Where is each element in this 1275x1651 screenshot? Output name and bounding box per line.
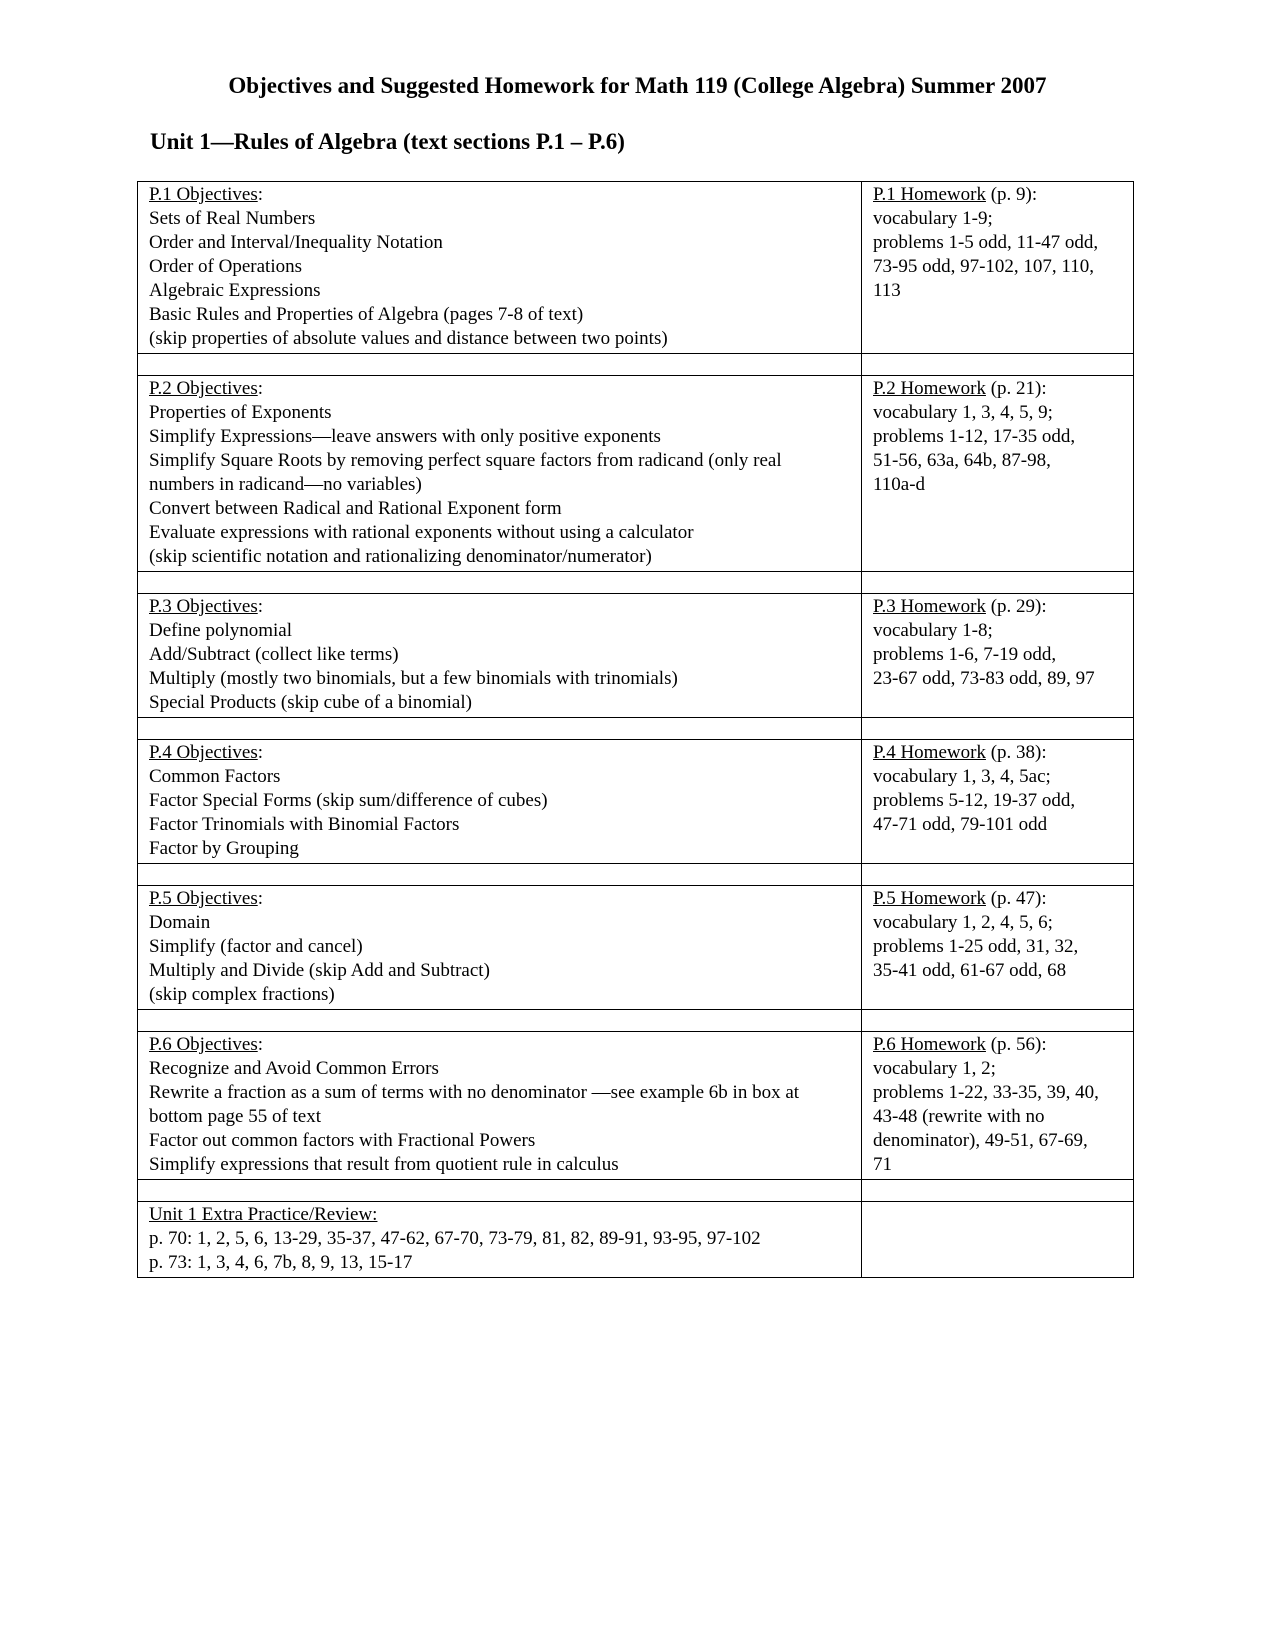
homework-page: (p. 9):: [985, 184, 1038, 205]
homework-heading: [873, 1033, 1123, 1057]
objective-item: Recognize and Avoid Common Errors: [149, 1058, 439, 1079]
objectives-cell: [138, 740, 862, 864]
homework-item: 51-56, 63a, 64b, 87-98,: [873, 450, 1051, 471]
homework-item: vocabulary 1, 3, 4, 5ac;: [873, 766, 1051, 787]
homework-item: problems 1-12, 17-35 odd,: [873, 426, 1076, 447]
homework-label: P.2 Homework: [873, 378, 986, 399]
spacer-cell: [862, 572, 1134, 594]
homework-heading: [873, 595, 1123, 619]
homework-cell: [862, 1032, 1134, 1180]
objectives-heading: P.6 Objectives:: [149, 1034, 263, 1055]
objective-item: Properties of Exponents: [149, 402, 332, 423]
document-title: Objectives and Suggested Homework for Math 119 (College Algebra) Summer 2007: [228, 73, 1047, 98]
objectives-label: P.5 Objectives: [149, 888, 258, 909]
objectives-cell: [138, 1032, 862, 1180]
objective-item: Multiply (mostly two binomials, but a few binomials with trinomials): [149, 668, 678, 689]
spacer-row: [138, 354, 1134, 376]
homework-table: [137, 181, 1134, 1278]
section-row: [138, 376, 1134, 572]
review-cell: [138, 1202, 862, 1278]
objectives-label: P.2 Objectives: [149, 378, 258, 399]
spacer-row: [138, 864, 1134, 886]
objective-item: Evaluate expressions with rational exponents without using a calculator: [149, 522, 694, 543]
homework-page: (p. 38):: [985, 742, 1047, 763]
objective-item: Simplify Square Roots by removing perfect square factors from radicand (only real numbers in radicand—no variables): [149, 450, 782, 495]
review-row: [138, 1202, 1134, 1278]
homework-heading: [873, 887, 1123, 911]
homework-cell: [862, 740, 1134, 864]
spacer-cell: [138, 572, 862, 594]
homework-heading: [873, 183, 1123, 207]
objective-item: Multiply and Divide (skip Add and Subtract): [149, 960, 490, 981]
objective-item: Simplify (factor and cancel): [149, 936, 363, 957]
homework-heading: [873, 377, 1123, 401]
homework-item: denominator), 49-51, 67-69,: [873, 1130, 1088, 1151]
homework-label: P.3 Homework: [873, 596, 986, 617]
review-line: p. 73: 1, 3, 4, 6, 7b, 8, 9, 13, 15-17: [149, 1252, 413, 1273]
objective-item: Simplify expressions that result from quotient rule in calculus: [149, 1154, 619, 1175]
section-row: [138, 594, 1134, 718]
spacer-cell: [138, 864, 862, 886]
homework-item: problems 1-6, 7-19 odd,: [873, 644, 1057, 665]
objective-item: Factor Special Forms (skip sum/difference of cubes): [149, 790, 548, 811]
objective-item: Common Factors: [149, 766, 281, 787]
objectives-label: P.1 Objectives: [149, 184, 258, 205]
objective-item: Factor Trinomials with Binomial Factors: [149, 814, 460, 835]
objective-item: Factor out common factors with Fractional Powers: [149, 1130, 536, 1151]
objective-item: Convert between Radical and Rational Exponent form: [149, 498, 562, 519]
spacer-row: [138, 718, 1134, 740]
homework-item: vocabulary 1-9;: [873, 208, 993, 229]
spacer-cell: [862, 354, 1134, 376]
homework-label: P.1 Homework: [873, 184, 986, 205]
objective-item: (skip properties of absolute values and distance between two points): [149, 328, 668, 349]
homework-cell: [862, 886, 1134, 1010]
spacer-cell: [138, 354, 862, 376]
homework-label: P.6 Homework: [873, 1034, 986, 1055]
spacer-cell: [862, 864, 1134, 886]
homework-cell: [862, 594, 1134, 718]
homework-cell: [862, 182, 1134, 354]
spacer-row: [138, 1180, 1134, 1202]
homework-item: vocabulary 1, 2, 4, 5, 6;: [873, 912, 1053, 933]
objective-item: (skip scientific notation and rationalizing denominator/numerator): [149, 546, 652, 567]
spacer-cell: [862, 718, 1134, 740]
homework-item: 73-95 odd, 97-102, 107, 110,: [873, 256, 1094, 277]
section-row: [138, 740, 1134, 864]
review-line: p. 70: 1, 2, 5, 6, 13-29, 35-37, 47-62, 67-70, 73-79, 81, 82, 89-91, 93-95, 97-102: [149, 1228, 761, 1249]
objective-item: (skip complex fractions): [149, 984, 335, 1005]
homework-label: P.4 Homework: [873, 742, 986, 763]
homework-item: 110a-d: [873, 474, 926, 495]
objectives-heading: P.1 Objectives:: [149, 184, 263, 205]
objective-item: Simplify Expressions—leave answers with only positive exponents: [149, 426, 661, 447]
objectives-cell: [138, 886, 862, 1010]
objective-item: Add/Subtract (collect like terms): [149, 644, 399, 665]
objectives-label: P.3 Objectives: [149, 596, 258, 617]
homework-item: problems 1-22, 33-35, 39, 40,: [873, 1082, 1099, 1103]
unit-heading: Unit 1—Rules of Algebra (text sections P.1 – P.6): [150, 129, 625, 154]
homework-item: 71: [873, 1154, 892, 1175]
objective-item: Rewrite a fraction as a sum of terms with no denominator —see example 6b in box at bottom page 55 of text: [149, 1082, 800, 1127]
objectives-cell: [138, 376, 862, 572]
objectives-heading: P.4 Objectives:: [149, 742, 263, 763]
review-empty-cell: [862, 1202, 1134, 1278]
objectives-heading: P.2 Objectives:: [149, 378, 263, 399]
objective-item: Sets of Real Numbers: [149, 208, 316, 229]
spacer-row: [138, 572, 1134, 594]
homework-item: problems 5-12, 19-37 odd,: [873, 790, 1076, 811]
homework-page: (p. 56):: [985, 1034, 1047, 1055]
objectives-heading: P.3 Objectives:: [149, 596, 263, 617]
homework-item: vocabulary 1-8;: [873, 620, 993, 641]
section-row: [138, 182, 1134, 354]
homework-page: (p. 21):: [985, 378, 1047, 399]
objective-item: Special Products (skip cube of a binomial): [149, 692, 472, 713]
homework-item: 113: [873, 280, 901, 301]
homework-item: 35-41 odd, 61-67 odd, 68: [873, 960, 1067, 981]
objectives-label: P.6 Objectives: [149, 1034, 258, 1055]
section-row: [138, 1032, 1134, 1180]
homework-page: (p. 47):: [985, 888, 1047, 909]
homework-item: problems 1-25 odd, 31, 32,: [873, 936, 1079, 957]
spacer-cell: [862, 1180, 1134, 1202]
homework-item: 47-71 odd, 79-101 odd: [873, 814, 1048, 835]
spacer-cell: [138, 718, 862, 740]
homework-page: (p. 29):: [985, 596, 1047, 617]
objectives-label: P.4 Objectives: [149, 742, 258, 763]
spacer-row: [138, 1010, 1134, 1032]
objectives-heading: P.5 Objectives:: [149, 888, 263, 909]
spacer-cell: [862, 1010, 1134, 1032]
objectives-cell: [138, 182, 862, 354]
homework-item: problems 1-5 odd, 11-47 odd,: [873, 232, 1099, 253]
objective-item: Order and Interval/Inequality Notation: [149, 232, 443, 253]
review-label-line: [149, 1203, 851, 1227]
spacer-cell: [138, 1010, 862, 1032]
spacer-cell: [138, 1180, 862, 1202]
homework-item: vocabulary 1, 3, 4, 5, 9;: [873, 402, 1053, 423]
homework-item: 23-67 odd, 73-83 odd, 89, 97: [873, 668, 1095, 689]
review-label: Unit 1 Extra Practice/Review:: [149, 1204, 378, 1225]
homework-item: vocabulary 1, 2;: [873, 1058, 996, 1079]
section-row: [138, 886, 1134, 1010]
homework-item: 43-48 (rewrite with no: [873, 1106, 1045, 1127]
homework-table-body: [138, 182, 1134, 1278]
objective-item: Factor by Grouping: [149, 838, 299, 859]
objectives-cell: [138, 594, 862, 718]
objective-item: Algebraic Expressions: [149, 280, 321, 301]
homework-cell: [862, 376, 1134, 572]
objective-item: Order of Operations: [149, 256, 303, 277]
objective-item: Define polynomial: [149, 620, 292, 641]
objective-item: Domain: [149, 912, 211, 933]
homework-heading: [873, 741, 1123, 765]
objective-item: Basic Rules and Properties of Algebra (pages 7-8 of text): [149, 304, 584, 325]
homework-label: P.5 Homework: [873, 888, 986, 909]
